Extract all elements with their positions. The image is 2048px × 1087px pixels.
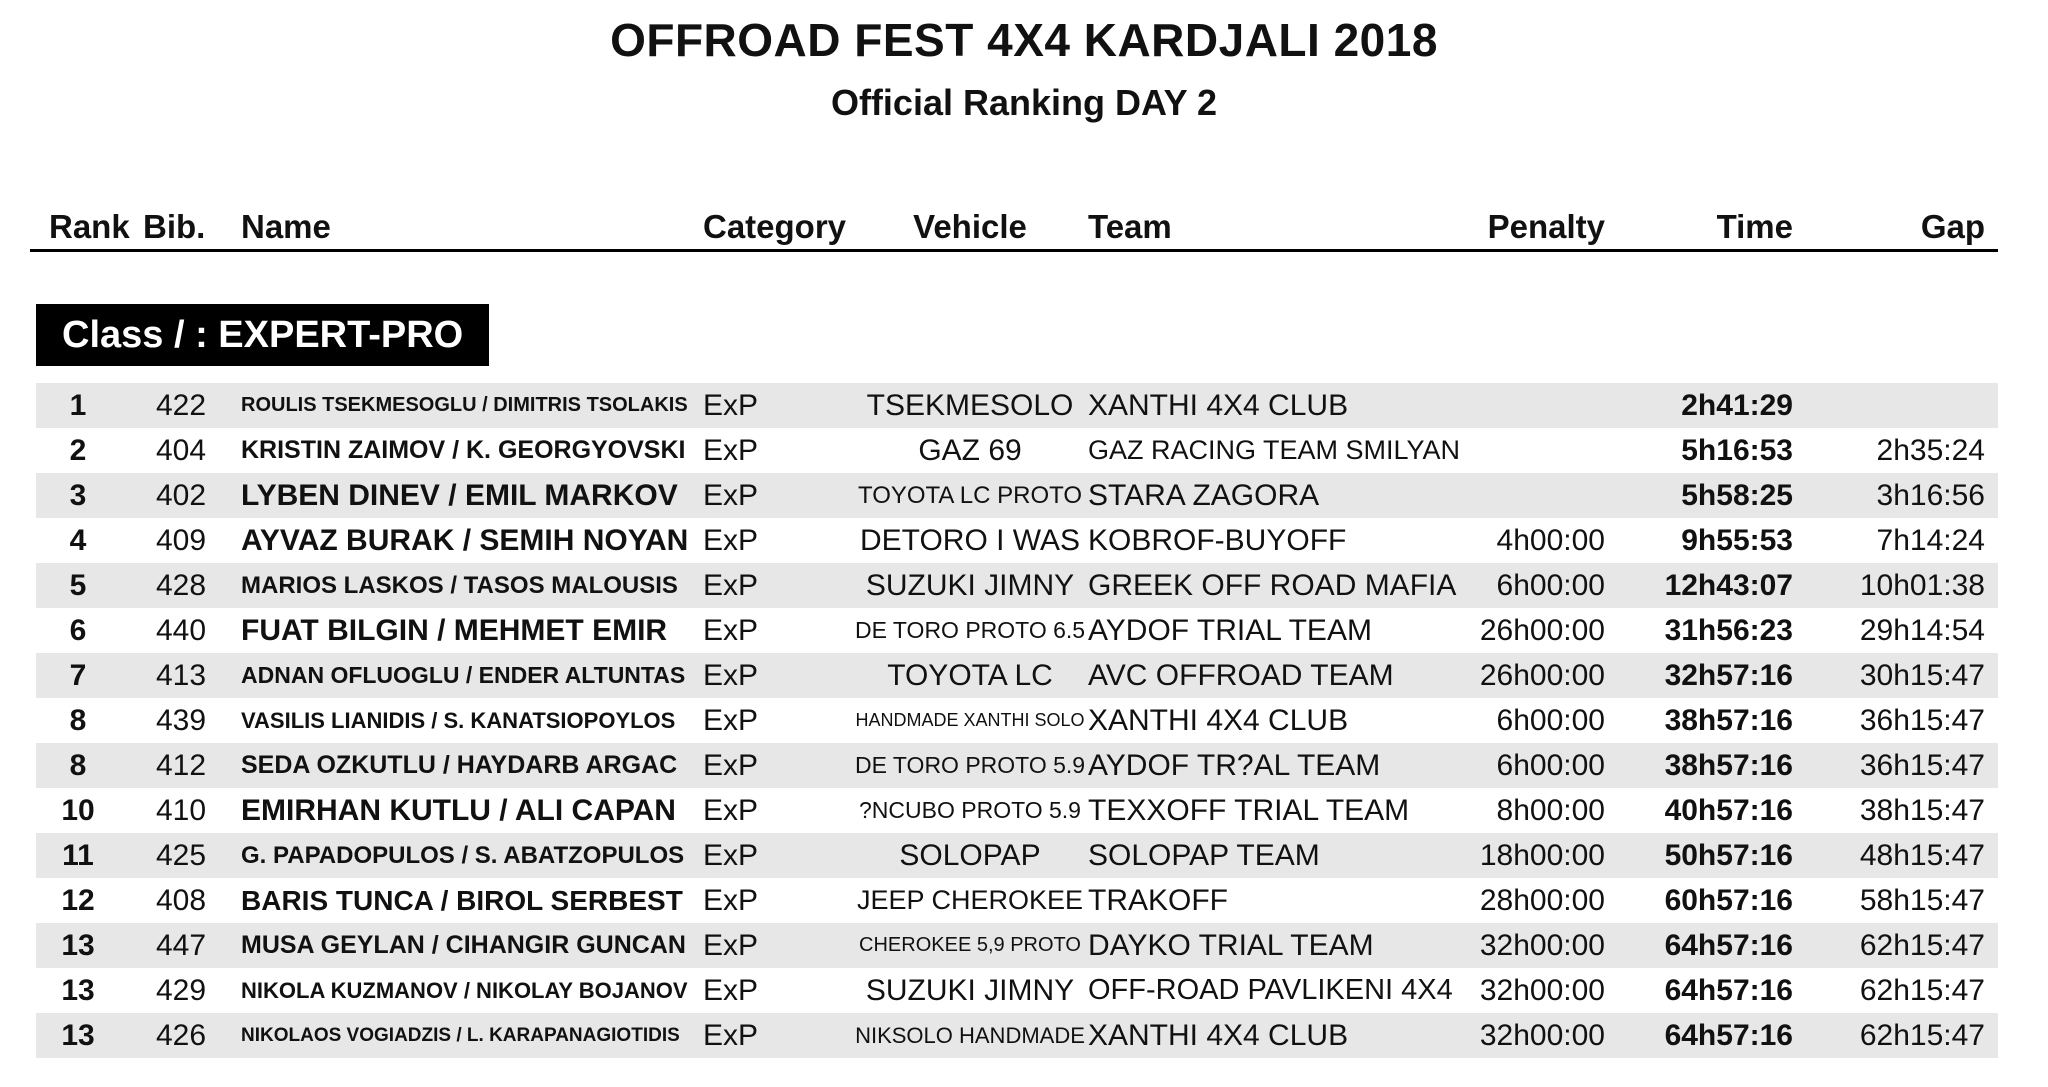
penalty-cell: 8h00:00 [1496, 794, 1605, 827]
penalty-cell: 6h00:00 [1496, 704, 1605, 737]
name-cell: G. PAPADOPULOS / S. ABATZOPULOS [241, 842, 685, 869]
bib-cell: 439 [155, 704, 207, 737]
time-cell: 31h56:23 [1664, 614, 1793, 647]
gap-cell: 58h15:47 [1859, 884, 1985, 917]
rank-cell: 13 [61, 929, 95, 962]
gap-cell [1793, 383, 1985, 428]
gap-cell: 3h16:56 [1876, 479, 1985, 512]
category-cell: ExP [703, 614, 759, 647]
rank-cell: 3 [69, 479, 87, 512]
gap-cell: 36h15:47 [1859, 749, 1985, 782]
category-cell: ExP [703, 389, 759, 422]
name-cell: BARIS TUNCA / BIROL SERBEST [241, 885, 683, 916]
team-cell: TRAKOFF [1088, 884, 1228, 917]
bib-cell: 440 [155, 614, 207, 647]
bib-cell: 408 [155, 884, 207, 917]
vehicle-cell: HANDMADE XANTHI SOLO [855, 710, 1085, 730]
rank-cell: 10 [61, 794, 95, 827]
gap-cell: 38h15:47 [1859, 794, 1985, 827]
team-cell: AYDOF TR?AL TEAM [1088, 749, 1381, 782]
name-cell: LYBEN DINEV / EMIL MARKOV [241, 479, 678, 512]
name-cell: MUSA GEYLAN / CIHANGIR GUNCAN [241, 931, 686, 959]
rank-cell: 1 [69, 389, 87, 422]
penalty-cell: 26h00:00 [1479, 614, 1605, 647]
vehicle-cell: DETORO I WAS [859, 524, 1081, 557]
ranking-subtitle: Official Ranking DAY 2 [830, 82, 1218, 123]
time-cell: 64h57:16 [1664, 974, 1793, 1007]
penalty-cell: 6h00:00 [1496, 749, 1605, 782]
time-cell: 38h57:16 [1664, 749, 1793, 782]
gap-cell: 48h15:47 [1859, 839, 1985, 872]
table-row [36, 743, 1998, 788]
time-cell: 60h57:16 [1664, 884, 1793, 917]
class-header-label: Class / : EXPERT-PRO [62, 314, 464, 356]
table-header-row [30, 205, 1998, 252]
category-cell: ExP [703, 794, 759, 827]
name-cell: MARIOS LASKOS / TASOS MALOUSIS [241, 572, 678, 599]
table-row [36, 968, 1998, 1013]
team-cell: TEXXOFF TRIAL TEAM [1088, 794, 1410, 827]
team-cell: GREEK OFF ROAD MAFIA [1088, 569, 1457, 602]
bib-cell: 429 [155, 974, 207, 1007]
time-cell: 50h57:16 [1664, 839, 1793, 872]
table-row [36, 788, 1998, 833]
name-cell: AYVAZ BURAK / SEMIH NOYAN [241, 524, 689, 557]
name-cell: NIKOLAOS VOGIADZIS / L. KARAPANAGIOTIDIS [241, 1025, 680, 1046]
table-row [36, 563, 1998, 608]
category-cell: ExP [703, 749, 759, 782]
name-cell: ROULIS TSEKMESOGLU / DIMITRIS TSOLAKIS [241, 394, 688, 416]
vehicle-cell: ?NCUBO PROTO 5.9 [859, 797, 1081, 823]
team-cell: GAZ RACING TEAM SMILYAN [1088, 435, 1460, 465]
time-cell: 9h55:53 [1681, 524, 1793, 557]
name-cell: EMIRHAN KUTLU / ALI CAPAN [241, 794, 676, 827]
team-cell: XANTHI 4X4 CLUB [1088, 704, 1349, 737]
bib-cell: 426 [155, 1019, 207, 1052]
rank-cell: 8 [69, 749, 87, 782]
bib-cell: 412 [155, 749, 207, 782]
bib-cell: 404 [155, 434, 207, 467]
table-row [36, 383, 1998, 428]
vehicle-cell: DE TORO PROTO 5.9 [855, 752, 1085, 778]
time-cell: 64h57:16 [1664, 1019, 1793, 1052]
penalty-cell: 28h00:00 [1479, 884, 1605, 917]
gap-cell: 2h35:24 [1876, 434, 1985, 467]
rank-cell: 8 [69, 704, 87, 737]
vehicle-cell: TOYOTA LC PROTO [857, 482, 1083, 509]
table-row [36, 923, 1998, 968]
team-cell: DAYKO TRIAL TEAM [1088, 929, 1374, 962]
gap-cell: 7h14:24 [1876, 524, 1985, 557]
bib-cell: 425 [155, 839, 207, 872]
vehicle-cell: DE TORO PROTO 6.5 [855, 617, 1085, 643]
table-row [36, 878, 1998, 923]
rank-cell: 13 [61, 974, 95, 1007]
time-cell: 5h58:25 [1681, 479, 1793, 512]
team-cell: AVC OFFROAD TEAM [1088, 659, 1394, 692]
column-header-vehicle: Vehicle [913, 208, 1027, 245]
column-header-name: Name [241, 208, 331, 245]
table-row [36, 518, 1998, 563]
table-row [36, 653, 1998, 698]
vehicle-cell: GAZ 69 [918, 434, 1022, 467]
vehicle-cell: SUZUKI JIMNY [865, 974, 1075, 1007]
bib-cell: 428 [155, 569, 207, 602]
time-cell: 12h43:07 [1664, 569, 1793, 602]
category-cell: ExP [703, 974, 759, 1007]
rank-cell: 5 [69, 569, 87, 602]
time-cell: 40h57:16 [1664, 794, 1793, 827]
gap-cell: 62h15:47 [1859, 1019, 1985, 1052]
category-cell: ExP [703, 1019, 759, 1052]
gap-cell: 30h15:47 [1859, 659, 1985, 692]
time-cell: 38h57:16 [1664, 704, 1793, 737]
bib-cell: 409 [155, 524, 207, 557]
penalty-cell [1458, 428, 1605, 473]
category-cell: ExP [703, 659, 759, 692]
category-cell: ExP [703, 479, 759, 512]
rank-cell: 13 [61, 1019, 95, 1052]
team-cell: STARA ZAGORA [1088, 479, 1320, 512]
penalty-cell: 4h00:00 [1496, 524, 1605, 557]
table-row [36, 698, 1998, 743]
vehicle-cell: SUZUKI JIMNY [865, 569, 1075, 602]
team-cell: KOBROF-BUYOFF [1088, 524, 1347, 557]
penalty-cell: 32h00:00 [1479, 929, 1605, 962]
team-cell: OFF-ROAD PAVLIKENI 4X4 [1088, 974, 1453, 1006]
category-cell: ExP [703, 929, 759, 962]
penalty-cell [1458, 473, 1605, 518]
bib-cell: 447 [155, 929, 207, 962]
category-cell: ExP [703, 704, 759, 737]
table-row [36, 1013, 1998, 1058]
column-header-bib: Bib. [143, 208, 206, 245]
rank-cell: 2 [69, 434, 87, 467]
team-cell: SOLOPAP TEAM [1088, 839, 1320, 872]
vehicle-cell: SOLOPAP [899, 839, 1041, 872]
bib-cell: 422 [155, 389, 207, 422]
vehicle-cell: TSEKMESOLO [866, 389, 1074, 422]
rank-cell: 6 [69, 614, 87, 647]
class-header-banner [36, 304, 489, 366]
name-cell: FUAT BILGIN / MEHMET EMIR [241, 614, 668, 647]
table-row [36, 473, 1998, 518]
rank-cell: 11 [62, 839, 94, 872]
name-cell: ADNAN OFLUOGLU / ENDER ALTUNTAS [241, 662, 686, 688]
category-cell: ExP [703, 524, 759, 557]
ranking-table-body [36, 383, 1998, 1058]
vehicle-cell: TOYOTA LC [887, 659, 1053, 692]
name-cell: KRISTIN ZAIMOV / K. GEORGYOVSKI [241, 436, 686, 464]
category-cell: ExP [703, 884, 759, 917]
vehicle-cell: CHEROKEE 5,9 PROTO [859, 934, 1081, 956]
category-cell: ExP [703, 839, 759, 872]
name-cell: SEDA OZKUTLU / HAYDARB ARGAC [241, 751, 678, 779]
penalty-cell: 18h00:00 [1479, 839, 1605, 872]
rank-cell: 7 [69, 659, 87, 692]
penalty-cell [1458, 383, 1605, 428]
time-cell: 32h57:16 [1664, 659, 1793, 692]
column-header-gap: Gap [1920, 208, 1985, 245]
table-row [36, 608, 1998, 653]
rank-cell: 4 [69, 524, 87, 557]
penalty-cell: 6h00:00 [1496, 569, 1605, 602]
vehicle-cell: NIKSOLO HANDMADE [855, 1023, 1085, 1048]
gap-cell: 36h15:47 [1859, 704, 1985, 737]
gap-cell: 62h15:47 [1859, 929, 1985, 962]
penalty-cell: 32h00:00 [1479, 974, 1605, 1007]
vehicle-cell: JEEP CHEROKEE [856, 885, 1084, 915]
bib-cell: 413 [155, 659, 207, 692]
column-header-team: Team [1088, 208, 1172, 245]
event-title: OFFROAD FEST 4X4 KARDJALI 2018 [610, 14, 1438, 66]
gap-cell: 62h15:47 [1859, 974, 1985, 1007]
penalty-cell: 26h00:00 [1479, 659, 1605, 692]
column-header-time: Time [1716, 208, 1793, 245]
gap-cell: 10h01:38 [1859, 569, 1985, 602]
penalty-cell: 32h00:00 [1479, 1019, 1605, 1052]
table-row [36, 833, 1998, 878]
category-cell: ExP [703, 434, 759, 467]
time-cell: 2h41:29 [1681, 389, 1793, 422]
time-cell: 5h16:53 [1681, 434, 1793, 467]
team-cell: AYDOF TRIAL TEAM [1088, 614, 1372, 647]
bib-cell: 402 [155, 479, 207, 512]
bib-cell: 410 [155, 794, 207, 827]
team-cell: XANTHI 4X4 CLUB [1088, 1019, 1349, 1052]
name-cell: VASILIS LIANIDIS / S. KANATSIOPOYLOS [241, 708, 676, 733]
name-cell: NIKOLA KUZMANOV / NIKOLAY BOJANOV [241, 978, 688, 1003]
column-header-penalty: Penalty [1487, 208, 1605, 245]
column-header-rank: Rank [49, 208, 130, 245]
gap-cell: 29h14:54 [1859, 614, 1985, 647]
column-header-category: Category [703, 208, 847, 245]
team-cell: XANTHI 4X4 CLUB [1088, 389, 1349, 422]
table-row [36, 428, 1998, 473]
rank-cell: 12 [61, 884, 95, 917]
time-cell: 64h57:16 [1664, 929, 1793, 962]
category-cell: ExP [703, 569, 759, 602]
